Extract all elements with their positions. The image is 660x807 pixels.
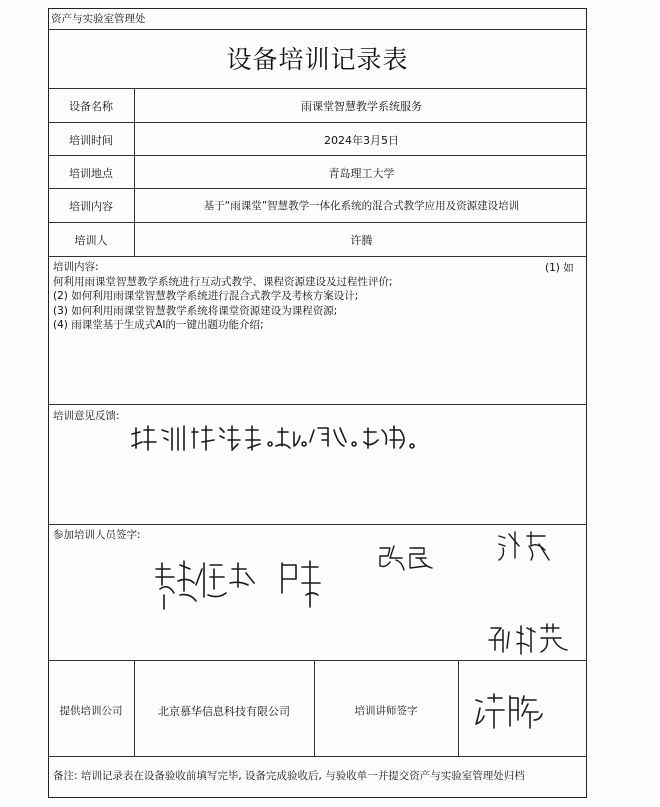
content-line: (2) 如何利用雨课堂智慧教学系统进行混合式教学及考核方案设计; [53, 290, 359, 302]
divider [48, 88, 587, 89]
row-label-equipment: 设备名称 [69, 100, 113, 113]
divider [48, 660, 587, 661]
attendee-signature [278, 555, 326, 615]
provider-company: 北京慕华信息科技有限公司 [158, 705, 290, 718]
row-value-equipment: 雨课堂智慧教学系统服务 [301, 100, 422, 113]
form-title: 设备培训记录表 [226, 45, 409, 74]
divider [48, 122, 587, 123]
column-divider [134, 88, 135, 256]
trainer-signature [472, 688, 544, 732]
form-frame [48, 8, 587, 798]
content-heading: 培训内容: [53, 261, 99, 273]
row-value-content: 基于“雨课堂”智慧教学一体化系统的混合式教学应用及资源建设培训 [203, 200, 520, 212]
divider [48, 188, 587, 189]
handwritten-feedback [128, 420, 418, 460]
divider [48, 256, 587, 257]
divider [48, 756, 587, 757]
divider [48, 155, 587, 156]
row-label-trainer: 培训人 [74, 234, 108, 247]
row-value-trainer: 许腾 [350, 234, 373, 247]
attendees-heading: 参加培训人员签字: [53, 529, 141, 541]
content-line: (3) 如何利用雨课堂智慧教学系统将课堂资源建设为课程资源; [53, 304, 338, 317]
row-value-location: 青岛理工大学 [328, 167, 395, 180]
content-block [53, 260, 393, 333]
attendee-signature [150, 555, 270, 615]
row-label-time: 培训时间 [69, 134, 113, 147]
content-line-tail: (1) 如 [545, 262, 574, 274]
content-line: 何利用雨课堂智慧教学系统进行互动式教学、课程资源建设及过程性评价; [53, 275, 393, 288]
divider [48, 404, 587, 405]
footer-note: 备注: 培训记录表在设备验收前填写完毕, 设备完成验收后, 与验收单一并提交资产与实验室管理处归档 [53, 770, 525, 782]
divider [48, 29, 587, 30]
trainer-signature-label: 培训讲师签字 [354, 705, 418, 717]
divider [48, 222, 587, 223]
provider-label: 提供培训公司 [59, 705, 123, 717]
divider [48, 524, 587, 525]
row-value-time: 2024年3月5日 [324, 134, 399, 147]
attendee-signature [487, 620, 573, 656]
column-divider [458, 660, 459, 756]
content-line: (4) 雨课堂基于生成式AI的一键出题功能介绍; [53, 319, 264, 331]
attendee-signature [495, 528, 553, 564]
row-label-location: 培训地点 [69, 167, 113, 180]
row-label-content: 培训内容 [69, 200, 113, 213]
department-label: 资产与实验室管理处 [51, 13, 146, 25]
attendee-signature [376, 542, 438, 576]
feedback-heading: 培训意见反馈: [53, 410, 120, 422]
